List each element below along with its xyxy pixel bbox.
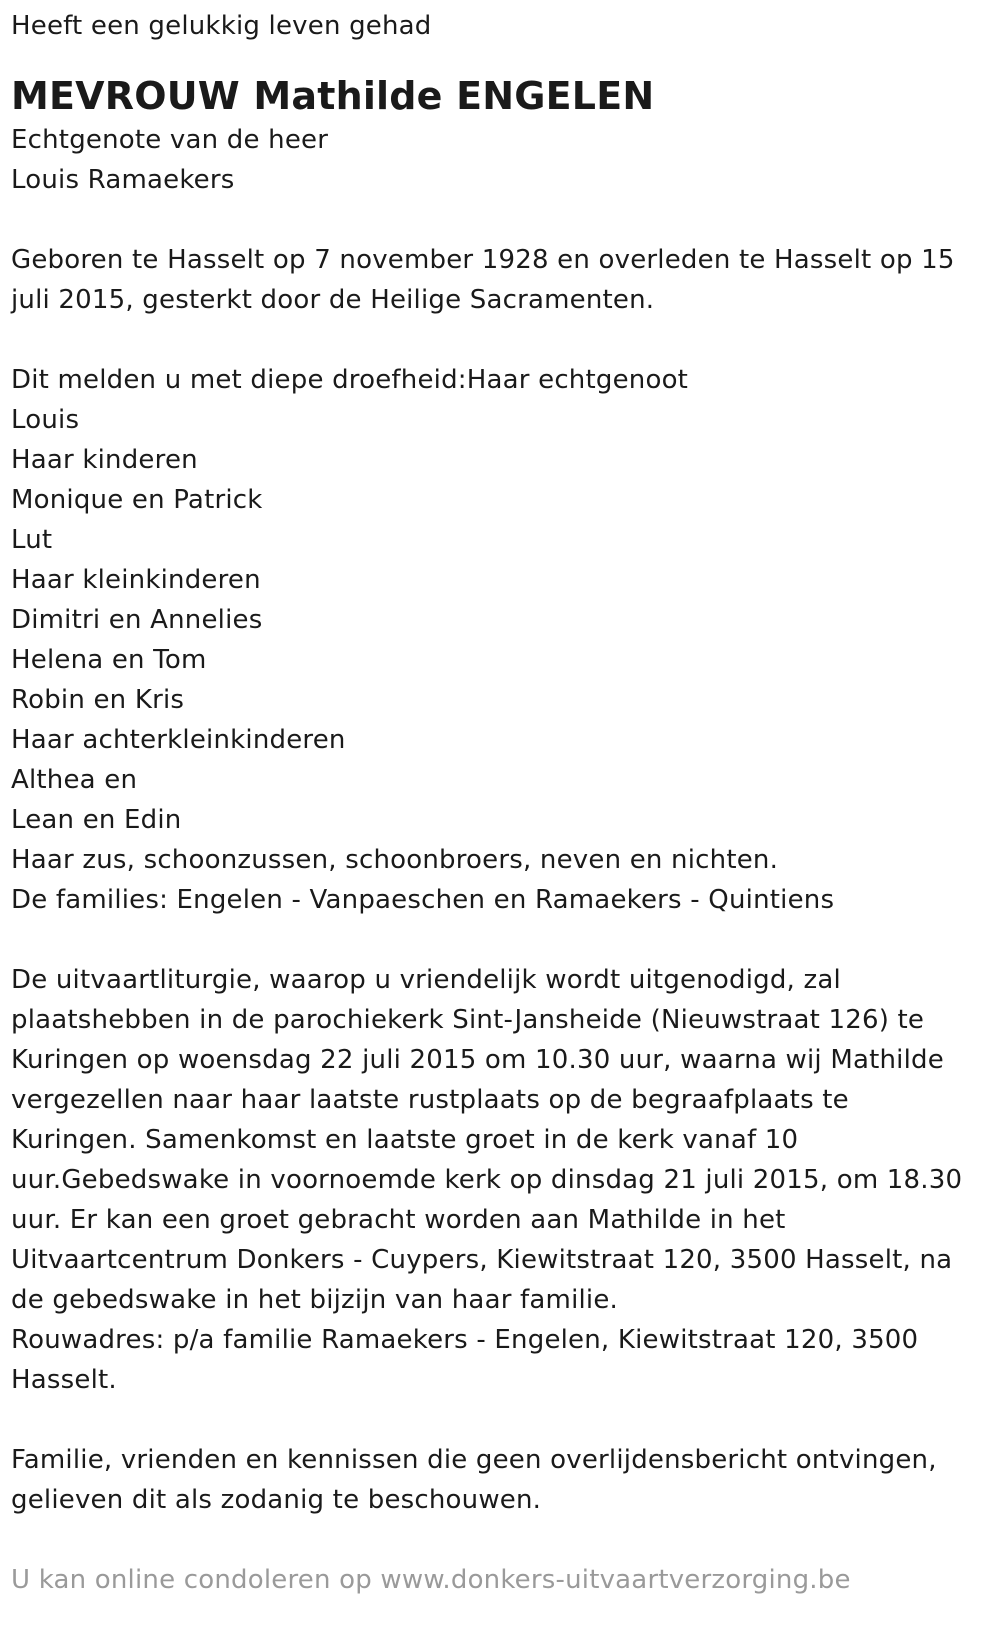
ceremony-line: plaatshebben in de parochiekerk Sint-Jansheide (Nieuwstraat 126) te bbox=[11, 1005, 925, 1035]
spacer bbox=[11, 200, 1000, 240]
ceremony-line: Uitvaartcentrum Donkers - Cuypers, Kiewitstraat 120, 3500 Hasselt, na bbox=[11, 1245, 953, 1275]
ceremony-line: de gebedswake in het bijzijn van haar familie. bbox=[11, 1285, 618, 1315]
family-line: De families: Engelen - Vanpaeschen en Ramaekers - Quintiens bbox=[11, 885, 835, 915]
notice-line: Familie, vrienden en kennissen die geen overlijdensbericht ontvingen, bbox=[11, 1445, 937, 1475]
ceremony-block bbox=[11, 960, 1000, 1400]
family-line: Haar kinderen bbox=[11, 445, 198, 475]
condolence-footer: U kan online condoleren op www.donkers-uitvaartverzorging.be bbox=[11, 1565, 851, 1595]
spouse-line: Louis Ramaekers bbox=[11, 165, 235, 195]
ceremony-line: vergezellen naar haar laatste rustplaats op de begraafplaats te bbox=[11, 1085, 849, 1115]
spouse-line: Echtgenote van de heer bbox=[11, 125, 329, 155]
ceremony-line: Kuringen op woensdag 22 juli 2015 om 10.30 uur, waarna wij Mathilde bbox=[11, 1045, 944, 1075]
family-line: Haar zus, schoonzussen, schoonbroers, neven en nichten. bbox=[11, 845, 779, 875]
ceremony-line: Hasselt. bbox=[11, 1365, 117, 1395]
family-line: Haar kleinkinderen bbox=[11, 565, 261, 595]
ceremony-line: Kuringen. Samenkomst en laatste groet in de kerk vanaf 10 bbox=[11, 1125, 799, 1155]
family-line: Louis bbox=[11, 405, 80, 435]
family-line: Robin en Kris bbox=[11, 685, 185, 715]
spacer bbox=[11, 320, 1000, 360]
birth-death-line: Geboren te Hasselt op 7 november 1928 en overleden te Hasselt op 15 bbox=[11, 245, 955, 275]
family-line: Helena en Tom bbox=[11, 645, 207, 675]
intro-text: Heeft een gelukkig leven gehad bbox=[11, 11, 432, 41]
deceased-name: MEVROUW Mathilde ENGELEN bbox=[11, 74, 655, 118]
ceremony-line: uur.Gebedswake in voornoemde kerk op dinsdag 21 juli 2015, om 18.30 bbox=[11, 1165, 963, 1195]
family-line: Althea en bbox=[11, 765, 138, 795]
birth-death-block bbox=[11, 240, 1000, 320]
family-line: Lean en Edin bbox=[11, 805, 182, 835]
family-line: Haar achterkleinkinderen bbox=[11, 725, 346, 755]
spacer bbox=[11, 1400, 1000, 1440]
family-block bbox=[11, 360, 1000, 920]
family-line: Dimitri en Annelies bbox=[11, 605, 263, 635]
family-line: Monique en Patrick bbox=[11, 485, 263, 515]
ceremony-line: Rouwadres: p/a familie Ramaekers - Engelen, Kiewitstraat 120, 3500 bbox=[11, 1325, 919, 1355]
notice-block bbox=[11, 1440, 1000, 1520]
spacer bbox=[11, 920, 1000, 960]
ceremony-line: De uitvaartliturgie, waarop u vriendelijk wordt uitgenodigd, zal bbox=[11, 965, 841, 995]
birth-death-line: juli 2015, gesterkt door de Heilige Sacramenten. bbox=[11, 285, 655, 315]
spacer bbox=[11, 1520, 1000, 1560]
spouse-block bbox=[11, 120, 1000, 200]
family-line: Dit melden u met diepe droefheid:Haar echtgenoot bbox=[11, 365, 689, 395]
notice-line: gelieven dit als zodanig te beschouwen. bbox=[11, 1485, 542, 1515]
family-line: Lut bbox=[11, 525, 53, 555]
ceremony-line: uur. Er kan een groet gebracht worden aan Mathilde in het bbox=[11, 1205, 786, 1235]
